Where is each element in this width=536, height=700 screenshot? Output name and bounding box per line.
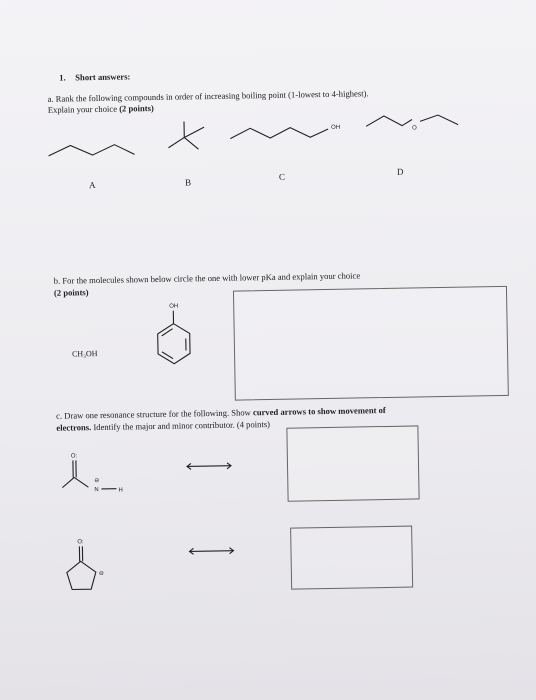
structure1-charge: ⊖ (94, 477, 100, 485)
structure2-oxygen: O: (77, 539, 84, 546)
part-b-prompt-line1: b. For the molecules shown below circle the one with lower pKa and explain your choice (53, 270, 361, 286)
question-title: Short answers: (75, 71, 131, 83)
compound-b-bond-down (184, 137, 198, 149)
part-c-prompt-line2 (56, 419, 270, 434)
phenol-ring (158, 323, 191, 364)
compound-d-bonds-left (366, 115, 412, 126)
structure1-hydrogen: H (118, 487, 123, 494)
molecule-methanol: CH₃OH (71, 349, 98, 359)
structure1-methyl-bond (62, 477, 74, 487)
part-c-prompt-text: c. Draw one resonance structure for the following. Show (56, 407, 251, 421)
compound-a-structure (48, 134, 139, 166)
compound-d-label: D (396, 166, 404, 177)
question-number: 1. (59, 72, 66, 83)
compound-b-structure (164, 117, 215, 158)
resonance-structure-1 (58, 446, 139, 503)
structure2-charge: ⊖ (98, 570, 104, 578)
part-c-prompt-bold-2: electrons. (56, 422, 92, 433)
part-a-prompt-line2 (48, 103, 154, 116)
part-c-answer-box-1[interactable] (286, 425, 419, 501)
part-a-prompt-line1: a. Rank the following compounds in order of increasing boiling point (1-lowest to 4-highest). (47, 88, 369, 104)
resonance-arrow-2 (187, 546, 237, 557)
compound-d-structure (362, 109, 463, 141)
compound-c-structure (228, 117, 349, 149)
structure1-cn-bond (74, 477, 88, 487)
compound-a-bonds (48, 144, 134, 155)
phenol-oh-atom: OH (169, 303, 179, 310)
resonance-arrow-1 (185, 461, 235, 472)
part-b-answer-box[interactable] (233, 286, 509, 401)
compound-a-label: A (89, 180, 96, 191)
compound-d-bonds-right (420, 115, 458, 126)
part-c-prompt-text-2: Identify the major and minor contributor. (4 points) (93, 419, 271, 433)
part-b-prompt-line2: (2 points) (53, 287, 89, 298)
compound-d-o-atom: O (412, 125, 417, 132)
compound-c-bonds (230, 127, 328, 139)
compound-b-bond-right (184, 127, 204, 137)
part-c-answer-box-2[interactable] (290, 526, 413, 590)
structure1-oxygen: O: (70, 453, 78, 460)
part-c-prompt-bold: curved arrows to show movement of (252, 404, 386, 418)
compound-b-label: B (184, 177, 192, 188)
resonance-structure-2 (63, 535, 124, 596)
molecule-phenol (149, 297, 200, 370)
compound-c-oh-atom: OH (331, 124, 341, 131)
compound-c-label: C (278, 171, 286, 182)
structure1-nitrogen: N (94, 487, 99, 494)
compound-b-bond-left (168, 137, 184, 147)
structure2-ring (67, 561, 96, 590)
part-a-points: (2 points) (119, 102, 154, 114)
part-a-prompt-text: Explain your choice (47, 103, 118, 115)
